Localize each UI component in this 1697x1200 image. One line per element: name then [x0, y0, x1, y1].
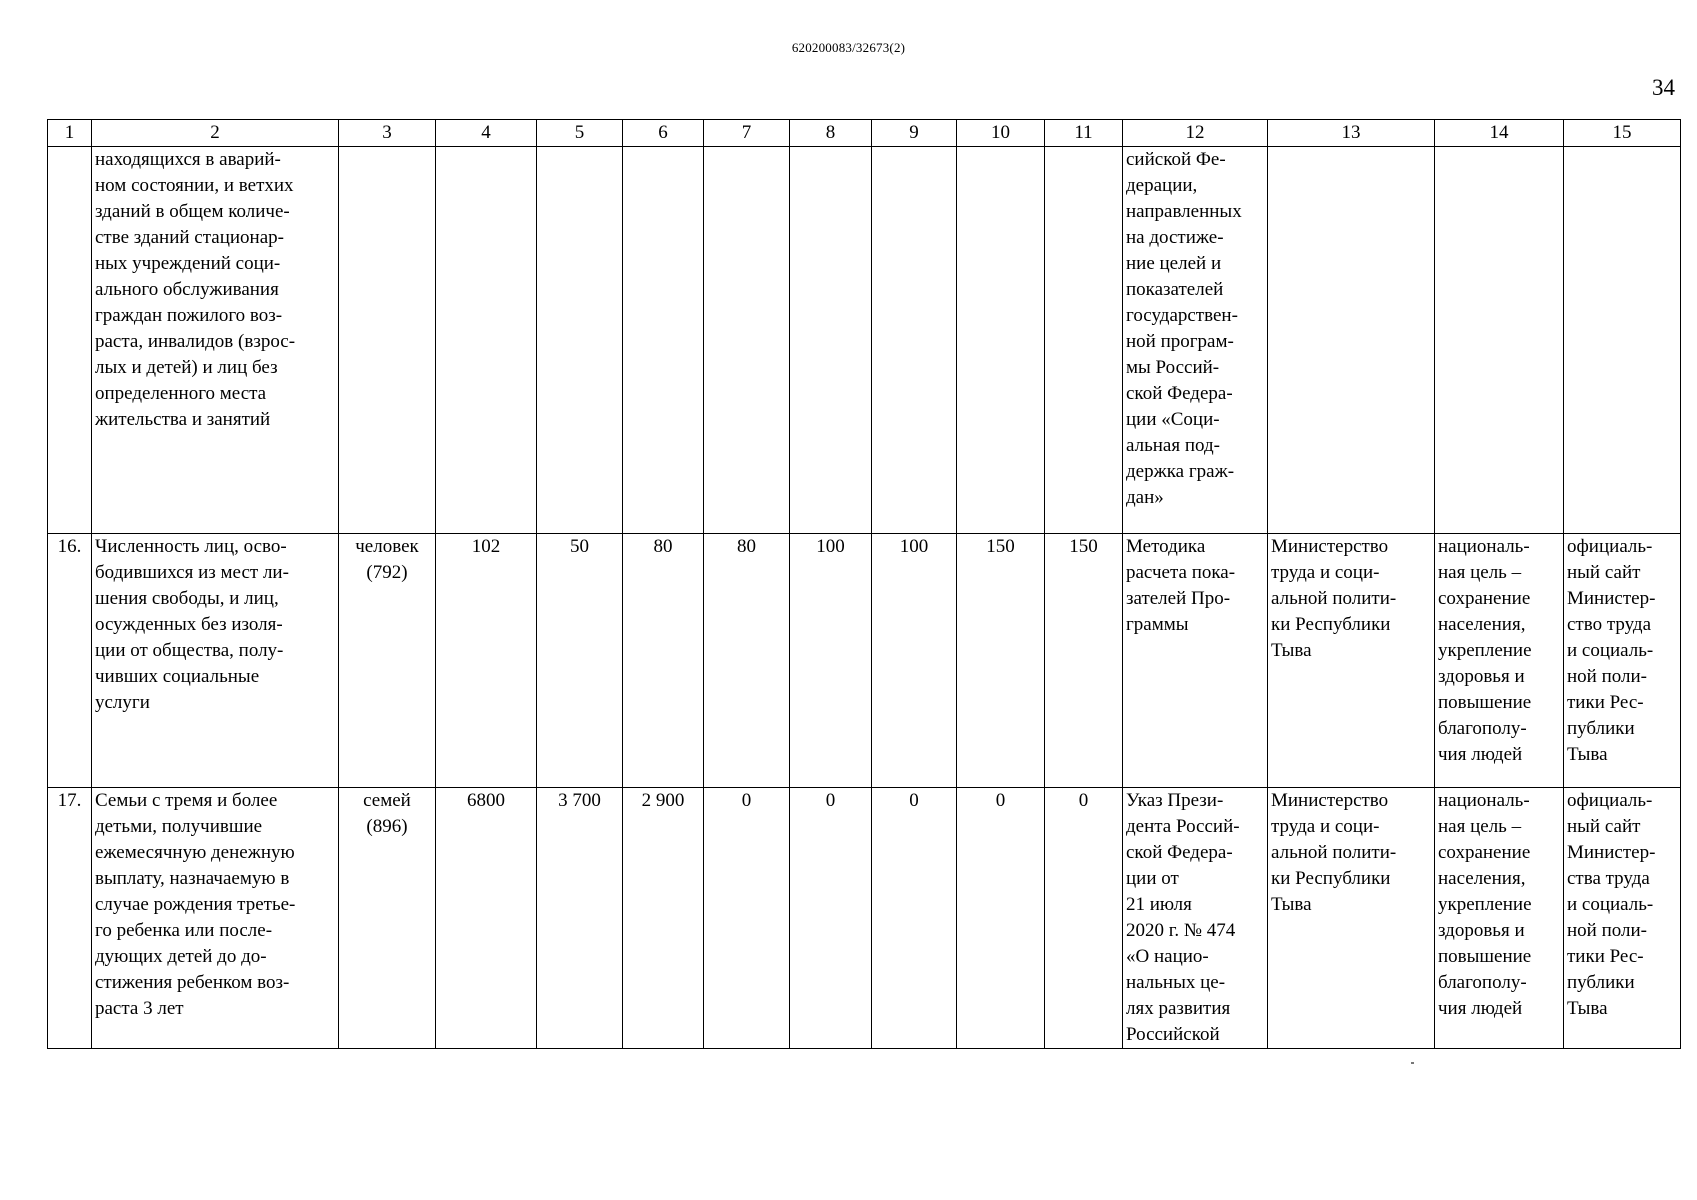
col-header-12: 12 — [1123, 120, 1268, 147]
indicators-table — [47, 119, 1681, 1049]
value-col-10: 150 — [957, 534, 1045, 788]
page-number: 34 — [1652, 75, 1675, 100]
value-col-8: 0 — [790, 788, 872, 1049]
row-number — [48, 147, 92, 534]
value-col-9: 100 — [872, 534, 957, 788]
value-col-7: 80 — [704, 534, 790, 788]
value-col-11: 0 — [1045, 788, 1123, 1049]
value-col-6: 2 900 — [623, 788, 704, 1049]
col-header-10: 10 — [957, 120, 1045, 147]
col-header-8: 8 — [790, 120, 872, 147]
value-col-11: 150 — [1045, 534, 1123, 788]
responsible-body: Министерство труда и соци- альной полити- ки Республики Тыва — [1268, 788, 1435, 1049]
value-col-4 — [436, 147, 537, 534]
table-row — [48, 147, 1681, 534]
indicator-name: Численность лиц, осво- бодившихся из мест ли- шения свободы, и лиц, осужденных без изоля- ции от общества, полу- чивших социальные услуги — [92, 534, 339, 788]
col-header-9: 9 — [872, 120, 957, 147]
value-col-5 — [537, 147, 623, 534]
information-source: официаль- ный сайт Министер- ство труда и социаль- ной поли- тики Рес- публики Тыва — [1564, 534, 1681, 788]
value-col-4: 6800 — [436, 788, 537, 1049]
methodology-source: Методика расчета пока- зателей Про- граммы — [1123, 534, 1268, 788]
value-col-4: 102 — [436, 534, 537, 788]
column-number-row — [48, 120, 1681, 147]
national-goal — [1435, 147, 1564, 534]
value-col-8: 100 — [790, 534, 872, 788]
indicator-name: Семьи с тремя и более детьми, получившие ежемесячную денежную выплату, назначаемую в случае рождения третье- го ребенка или после- дующих детей до до- стижения ребенком воз- раста 3 лет — [92, 788, 339, 1049]
col-header-7: 7 — [704, 120, 790, 147]
table-row — [48, 534, 1681, 788]
responsible-body — [1268, 147, 1435, 534]
col-header-13: 13 — [1268, 120, 1435, 147]
col-header-11: 11 — [1045, 120, 1123, 147]
value-col-10 — [957, 147, 1045, 534]
information-source — [1564, 147, 1681, 534]
col-header-1: 1 — [48, 120, 92, 147]
row-number: 16. — [48, 534, 92, 788]
col-header-6: 6 — [623, 120, 704, 147]
national-goal: националь- ная цель – сохранение населения, укрепление здоровья и повышение благополу- чия людей — [1435, 534, 1564, 788]
value-col-7 — [704, 147, 790, 534]
value-col-5: 50 — [537, 534, 623, 788]
col-header-15: 15 — [1564, 120, 1681, 147]
value-col-9 — [872, 147, 957, 534]
col-header-2: 2 — [92, 120, 339, 147]
value-col-5: 3 700 — [537, 788, 623, 1049]
scan-speck — [1411, 1062, 1414, 1064]
methodology-source: Указ Прези- дента Россий- ской Федера- ции от 21 июля 2020 г. № 474 «О нацио- нальных це- лях развития Российской — [1123, 788, 1268, 1049]
information-source: официаль- ный сайт Министер- ства труда и социаль- ной поли- тики Рес- публики Тыва — [1564, 788, 1681, 1049]
unit: человек (792) — [339, 534, 436, 788]
value-col-6 — [623, 147, 704, 534]
indicator-name: находящихся в аварий- ном состоянии, и ветхих зданий в общем количе- стве зданий стационар- ных учреждений соци- ального обслуживания граждан пожилого воз- раста, инвалидов (взрос- лых и детей) и лиц без определенного места жительства и занятий — [92, 147, 339, 534]
value-col-6: 80 — [623, 534, 704, 788]
col-header-14: 14 — [1435, 120, 1564, 147]
document-id: 620200083/32673(2) — [791, 40, 906, 55]
value-col-8 — [790, 147, 872, 534]
row-number: 17. — [48, 788, 92, 1049]
value-col-9: 0 — [872, 788, 957, 1049]
national-goal: националь- ная цель – сохранение населения, укрепление здоровья и повышение благополу- чия людей — [1435, 788, 1564, 1049]
unit: семей (896) — [339, 788, 436, 1049]
value-col-11 — [1045, 147, 1123, 534]
col-header-5: 5 — [537, 120, 623, 147]
unit — [339, 147, 436, 534]
responsible-body: Министерство труда и соци- альной полити- ки Республики Тыва — [1268, 534, 1435, 788]
value-col-10: 0 — [957, 788, 1045, 1049]
value-col-7: 0 — [704, 788, 790, 1049]
table-row — [48, 788, 1681, 1049]
methodology-source: сийской Фе- дерации, направленных на достиже- ние целей и показателей государствен- ной програм- мы Россий- ской Федера- ции «Соци- альная под- держка граж- дан» — [1123, 147, 1268, 534]
col-header-4: 4 — [436, 120, 537, 147]
col-header-3: 3 — [339, 120, 436, 147]
